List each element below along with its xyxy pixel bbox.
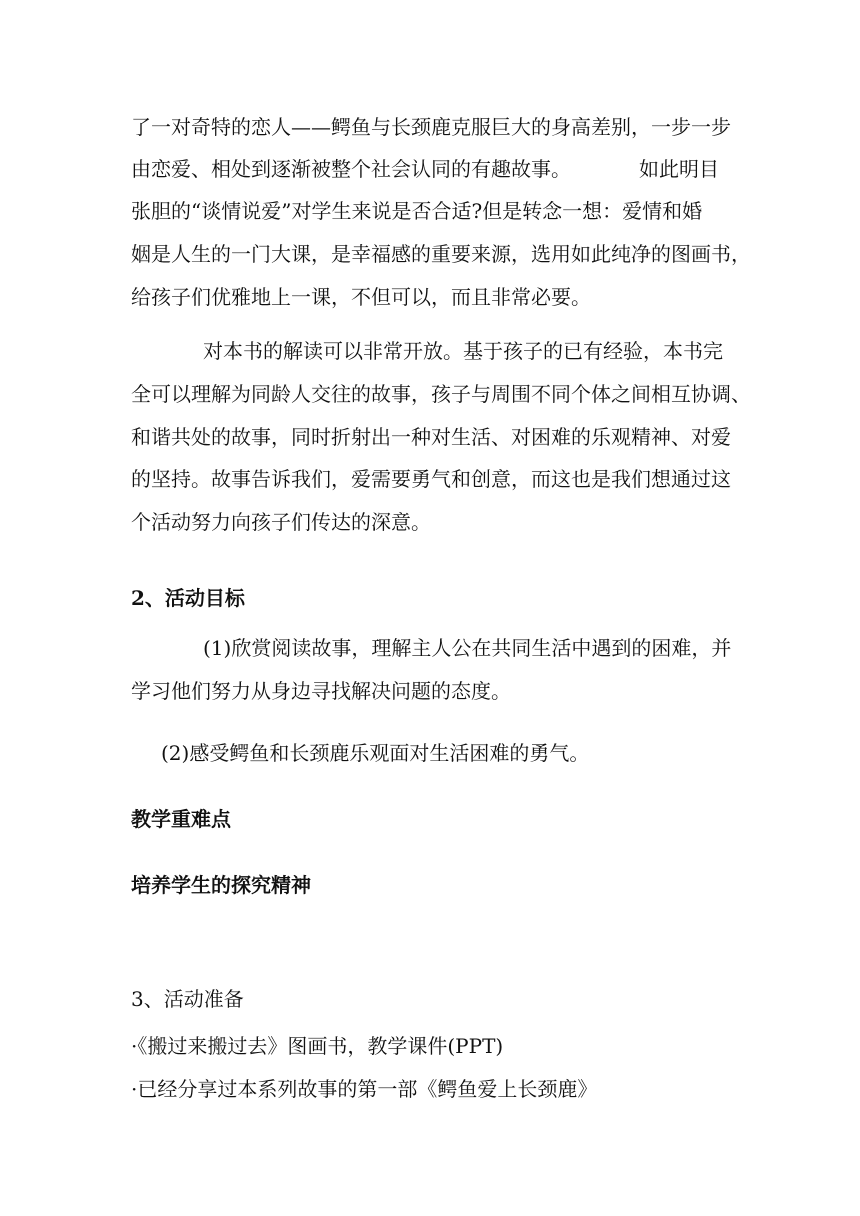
list-item: ·《搬过来搬过去》图画书，教学课件(PPT): [131, 1034, 504, 1058]
goal-2: (2)感受鳄鱼和长颈鹿乐观面对生活困难的勇气。: [161, 741, 590, 765]
paragraph-line: 个活动努力向孩子们传达的深意。: [131, 510, 431, 534]
paragraph-text: 如此明目: [639, 157, 719, 181]
section-heading-goals: 2、活动目标: [131, 586, 245, 610]
paragraph-line: 张胆的“谈情说爱”对学生来说是否合适?但是转念一想：爱情和婚: [131, 199, 703, 223]
key-points-text: 培养学生的探究精神: [131, 873, 311, 897]
key-points-heading: 教学重难点: [131, 807, 231, 831]
paragraph-line: 的坚持。故事告诉我们，爱需要勇气和创意，而这也是我们想通过这: [131, 467, 731, 491]
goal-1-line: (1)欣赏阅读故事，理解主人公在共同生活中遇到的困难，并: [203, 636, 732, 660]
paragraph-text: 由恋爱、相处到逐渐被整个社会认同的有趣故事。: [131, 157, 571, 181]
paragraph-line: 给孩子们优雅地上一课，不但可以，而且非常必要。: [131, 285, 591, 309]
paragraph-line: 和谐共处的故事，同时折射出一种对生活、对困难的乐观精神、对爱: [131, 425, 731, 449]
list-item: ·已经分享过本系列故事的第一部《鳄鱼爱上长颈鹿》: [131, 1077, 598, 1101]
paragraph-line: 姻是人生的一门大课，是幸福感的重要来源，选用如此纯净的图画书，: [131, 242, 751, 266]
section-heading-preparation: 3、活动准备: [131, 987, 244, 1011]
paragraph-line: 对本书的解读可以非常开放。基于孩子的已有经验，本书完: [203, 339, 723, 363]
paragraph-line: 全可以理解为同龄人交往的故事，孩子与周围不同个体之间相互协调、: [131, 382, 751, 406]
paragraph-line: 了一对奇特的恋人——鳄鱼与长颈鹿克服巨大的身高差别，一步一步: [131, 115, 731, 139]
paragraph-line: [131, 155, 751, 183]
goal-1-line: 学习他们努力从身边寻找解决问题的态度。: [131, 679, 511, 703]
